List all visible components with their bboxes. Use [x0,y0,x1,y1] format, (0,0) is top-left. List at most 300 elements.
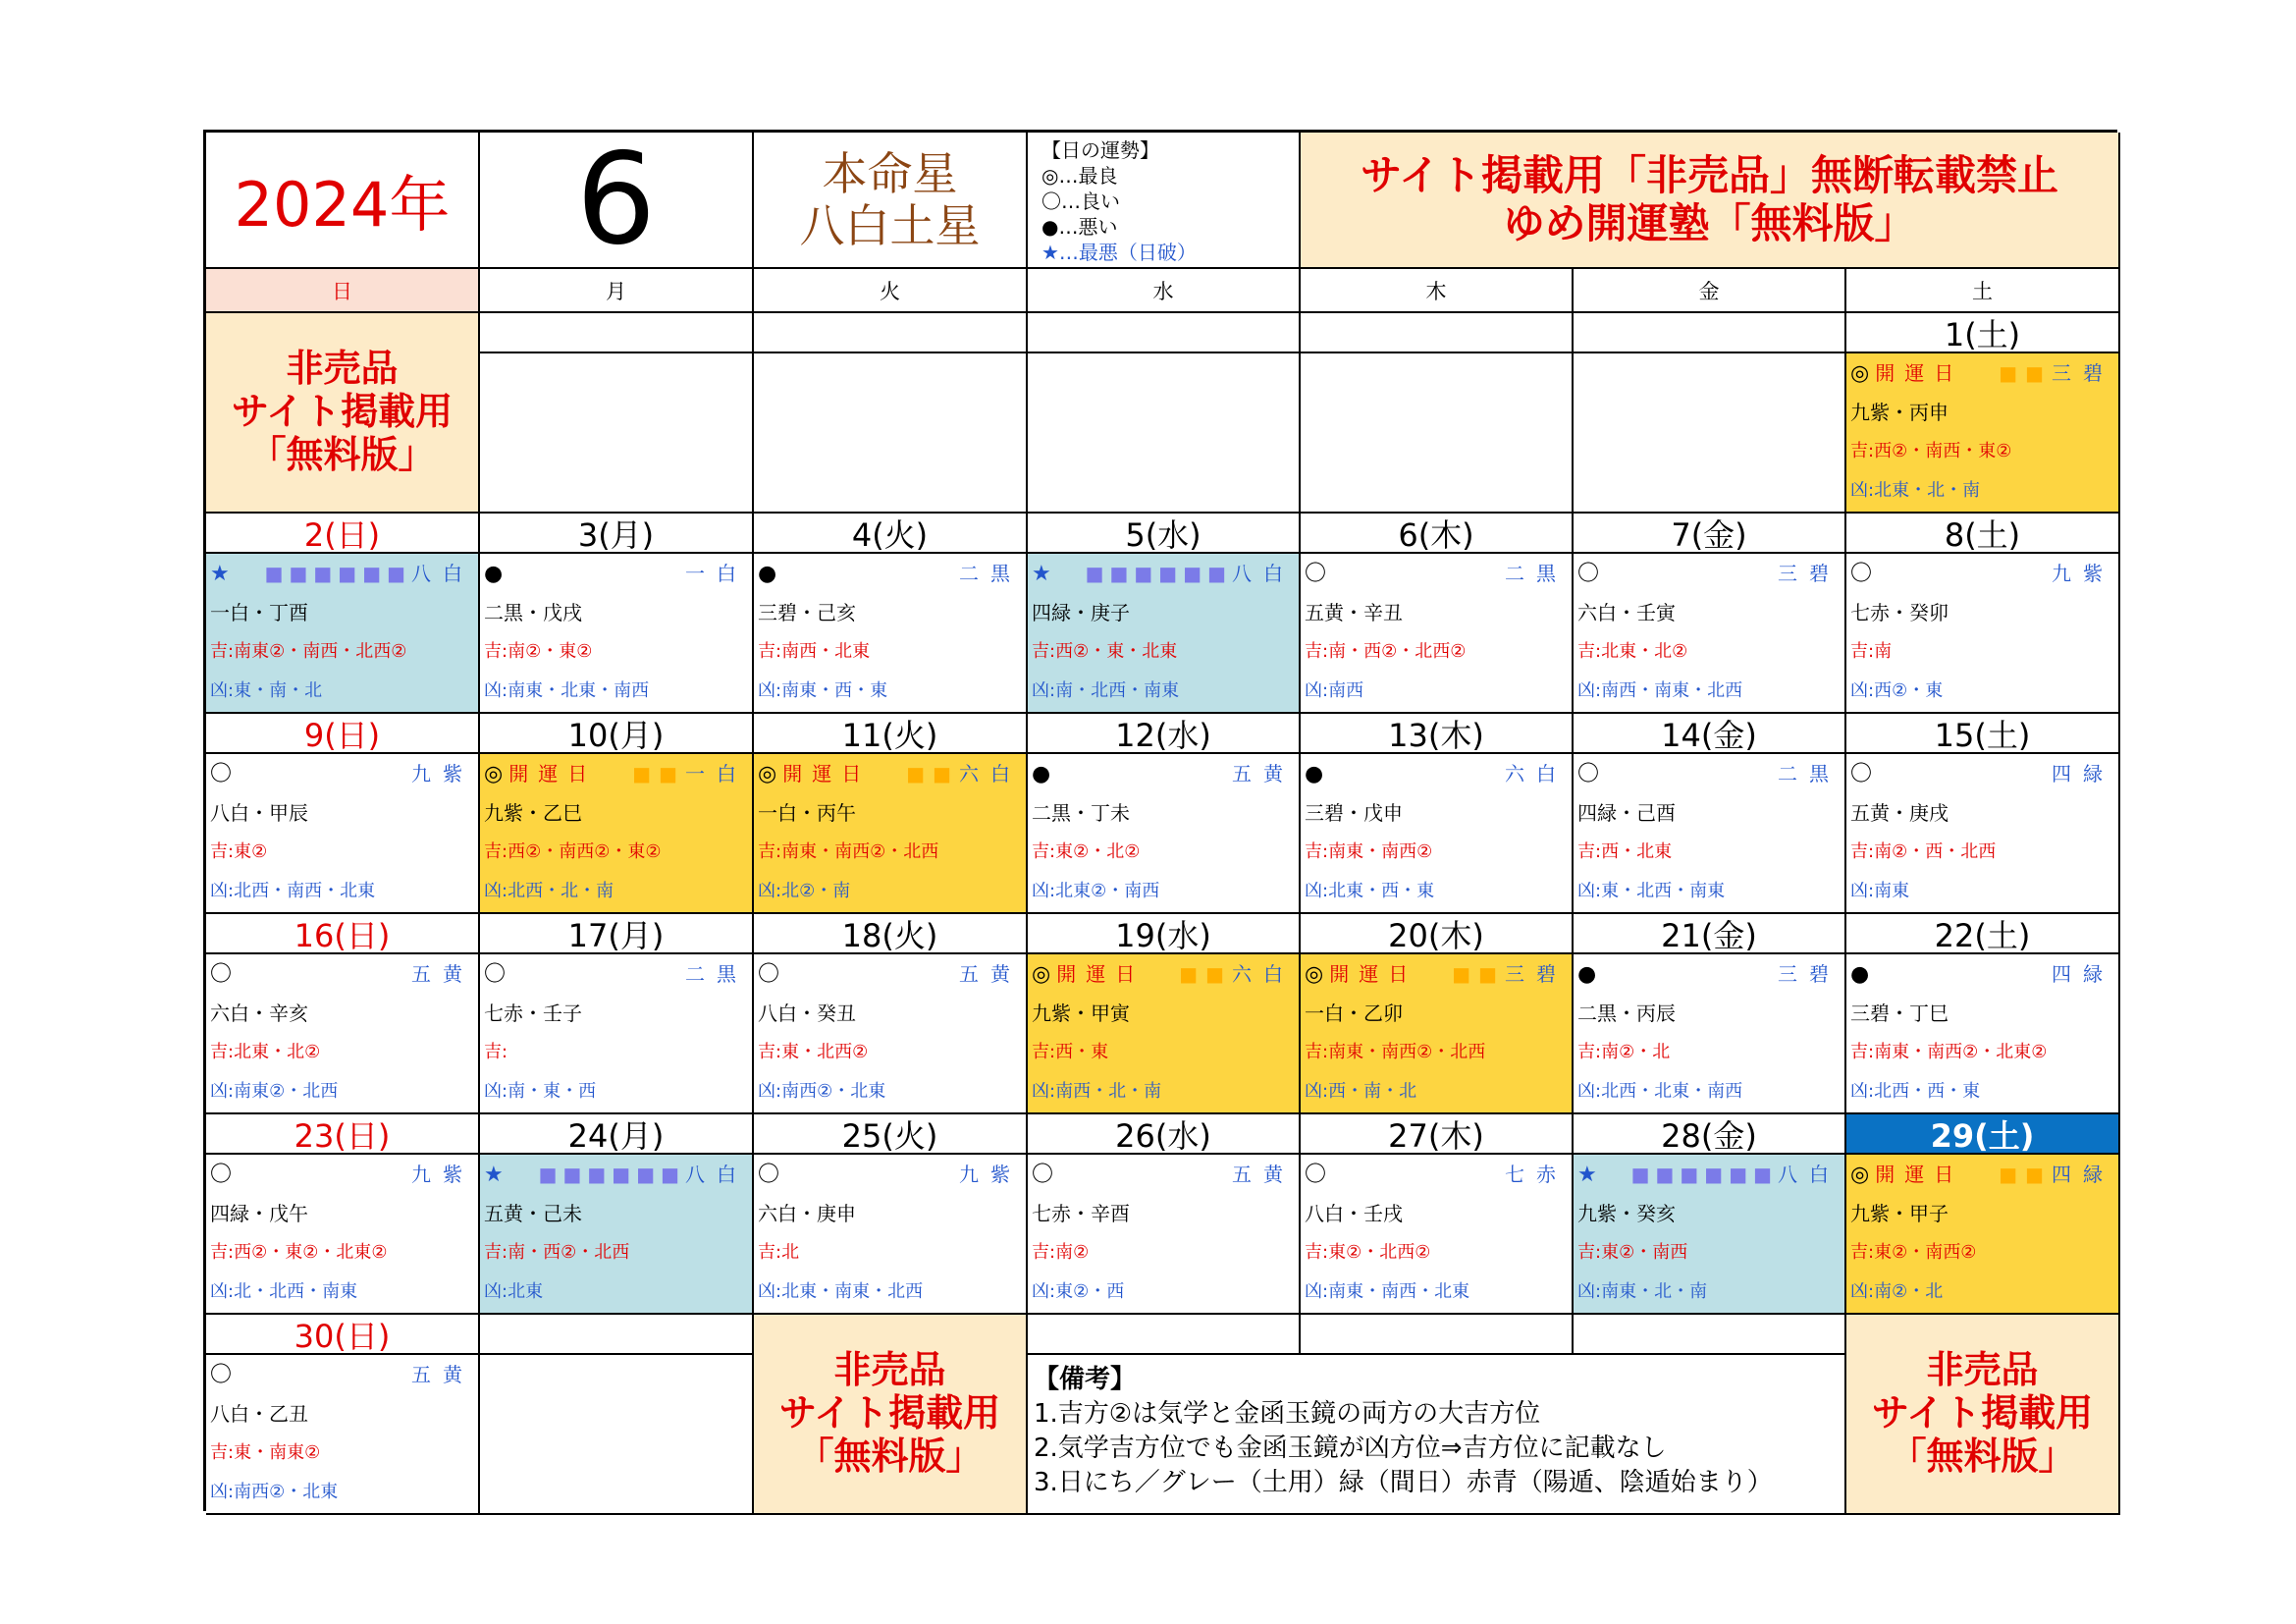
day-star: 五黄 [1232,1163,1295,1186]
empty-date-cell [754,313,1028,353]
fortune-row [758,754,1022,793]
unlucky-directions: 凶:東・南・北 [210,680,323,701]
lucky-directions: 吉:西②・南西②・東② [484,841,662,862]
fortune-row [1577,1155,1841,1194]
empty-day-cell [1574,353,1846,514]
fortune-row [1032,554,1295,593]
day-star: 九紫 [411,1163,474,1186]
fortune-symbol: 〇 [210,1163,233,1187]
fortune-symbol: ★ [484,1163,504,1187]
lucky-directions: 吉:東・北西② [758,1042,869,1062]
side-notice-top [206,313,480,514]
day-star: 七赤 [1505,1163,1568,1186]
unlucky-directions: 凶:北東・北・南 [1850,480,1981,501]
day-cell [1574,754,1846,914]
fortune-symbol: ◎ [1032,962,1051,987]
date-cell: 9(日) [206,714,480,754]
fortune-symbol: 〇 [484,962,507,987]
day-star: 二黒 [685,962,748,986]
day-cell [1301,754,1574,914]
day-cell [754,754,1028,914]
fortune-row [484,554,748,593]
day-cell [206,954,480,1114]
lucky-directions: 吉:南西・北東 [758,641,871,662]
fortune-symbol: 〇 [758,962,780,987]
day-star: 三碧 [1778,962,1841,986]
lucky-directions: 吉: [484,1042,508,1062]
fortune-legend [1028,133,1301,269]
unlucky-directions: 凶:南東・北・南 [1577,1281,1708,1302]
fortune-row [758,1155,1022,1194]
day-kanshi: 二黒・戊戌 [484,601,582,624]
day-kanshi: 三碧・己亥 [758,601,856,624]
kaiun-label: 開運日 [508,762,598,785]
lucky-directions: 吉:西②・東②・北東② [210,1242,388,1263]
unlucky-directions: 凶:南西・北・南 [1032,1081,1162,1102]
lucky-directions: 吉:西・東 [1032,1042,1109,1062]
honmei-star [754,133,1028,269]
day-cell [1846,954,2120,1114]
day-cell [1846,754,2120,914]
fortune-symbol: ● [1032,762,1051,786]
lucky-directions: 吉:南東・南西②・北東② [1850,1042,2048,1062]
lucky-directions: 吉:南東・南西②・北西 [1305,1042,1486,1062]
day-star: 六白 [1232,962,1295,986]
fortune-symbol: 〇 [210,762,233,786]
date-cell: 17(月) [480,914,754,954]
unlucky-directions: 凶:南東・北東・南西 [484,680,650,701]
day-star: 八白 [1778,1163,1841,1186]
day-cell [1028,1155,1301,1315]
date-cell: 20(木) [1301,914,1574,954]
day-kanshi: 四緑・戊午 [210,1202,308,1225]
lucky-directions: 吉:北 [758,1242,800,1263]
fortune-symbol: ● [1305,762,1324,786]
calendar-grid [203,130,2117,1511]
day-kanshi: 八白・甲辰 [210,801,308,825]
day-star: 九紫 [2052,562,2114,585]
empty-date-cell [1301,1315,1574,1355]
unlucky-directions: 凶:南西・南東・北西 [1577,680,1743,701]
fortune-symbol: ◎ [758,762,777,786]
day-kanshi: 一白・乙卯 [1305,1001,1403,1025]
fortune-row [1305,954,1568,994]
day-star: 二黒 [1778,762,1841,785]
empty-date-cell [480,313,754,353]
remarks-line-1: 1.吉方②は気学と金函玉鏡の両方の大吉方位 [1034,1399,1541,1429]
day-kanshi: 九紫・癸亥 [1577,1202,1676,1225]
fortune-symbol: 〇 [1577,762,1600,786]
day-cell [1301,954,1574,1114]
date-cell: 2(日) [206,514,480,554]
fortune-row [758,954,1022,994]
day-kanshi: 九紫・甲寅 [1032,1001,1130,1025]
day-cell [1301,1155,1574,1315]
square-markers: ■■■■■■ [1085,562,1232,585]
weekday-thu: 木 [1301,269,1574,313]
day-star: 八白 [1232,562,1295,585]
fortune-symbol: ◎ [1305,962,1324,987]
day-star: 四緑 [2052,962,2114,986]
day-cell [480,554,754,714]
fortune-row [210,554,474,593]
day-star: 三碧 [1778,562,1841,585]
fortune-row [1577,954,1841,994]
fortune-row [210,1155,474,1194]
day-kanshi: 一白・丁酉 [210,601,308,624]
day-star: 四緑 [2052,762,2114,785]
day-star: 六白 [959,762,1022,785]
fortune-symbol: ◎ [1850,1163,1870,1187]
fortune-symbol: 〇 [1850,562,1873,586]
unlucky-directions: 凶:南東②・北西 [210,1081,339,1102]
date-cell: 18(火) [754,914,1028,954]
weekday-tue: 火 [754,269,1028,313]
side-notice-line-1: 非売品 [286,347,399,391]
side-notice-line-2: サイト掲載用 [231,390,454,434]
date-cell: 12(水) [1028,714,1301,754]
unlucky-directions: 凶:西②・東 [1850,680,1944,701]
fortune-symbol: 〇 [1305,1163,1327,1187]
weekday-fri: 金 [1574,269,1846,313]
day-cell [206,1355,480,1515]
fortune-symbol: ● [758,562,777,586]
day-cell [754,1155,1028,1315]
remarks-title: 【備考】 [1034,1365,1137,1394]
unlucky-directions: 凶:南西②・北東 [758,1081,886,1102]
lucky-directions: 吉:東②・南西② [1850,1242,1977,1263]
weekday-wed: 水 [1028,269,1301,313]
square-markers: ■■■■■■ [1630,1163,1778,1186]
side-notice-line-3: 「無料版」 [796,1434,984,1478]
day-kanshi: 八白・壬戌 [1305,1202,1403,1225]
fortune-symbol: 〇 [1305,562,1327,586]
day-star: 五黄 [959,962,1022,986]
empty-day-cell [754,353,1028,514]
unlucky-directions: 凶:北東・南東・北西 [758,1281,924,1302]
weekday-sat: 土 [1846,269,2120,313]
unlucky-directions: 凶:北②・南 [758,881,851,901]
side-notice-line-1: 非売品 [833,1348,946,1392]
empty-day-cell [480,353,754,514]
date-cell: 30(日) [206,1315,480,1355]
day-star: 一白 [685,562,748,585]
lucky-directions: 吉:東②・南西 [1577,1242,1688,1263]
date-cell: 15(土) [1846,714,2120,754]
lucky-directions: 吉:南・西②・北西 [484,1242,630,1263]
date-cell: 6(木) [1301,514,1574,554]
fortune-row [1032,754,1295,793]
day-cell [1028,954,1301,1114]
side-notice-line-1: 非売品 [1926,1348,2039,1392]
day-star: 八白 [685,1163,748,1186]
unlucky-directions: 凶:北東 [484,1281,544,1302]
fortune-row [1305,1155,1568,1194]
fortune-row [1850,1155,2114,1194]
empty-date-cell [1574,313,1846,353]
lucky-directions: 吉:東②・北西② [1305,1242,1431,1263]
day-kanshi: 八白・乙丑 [210,1402,308,1426]
empty-date-cell [1028,1315,1301,1355]
day-star: 九紫 [411,762,474,785]
day-cell [754,954,1028,1114]
unlucky-directions: 凶:北西・北東・南西 [1577,1081,1743,1102]
day-kanshi: 五黄・辛丑 [1305,601,1403,624]
lucky-directions: 吉:南・西②・北西② [1305,641,1467,662]
lucky-directions: 吉:南②・東② [484,641,593,662]
remarks-line-2: 2.気学吉方位でも金函玉鏡が凶方位⇒吉方位に記載なし [1034,1434,1667,1463]
day-star: 三碧 [2052,361,2114,385]
fortune-row [1305,754,1568,793]
day-kanshi: 七赤・辛酉 [1032,1202,1130,1225]
day-kanshi: 七赤・癸卯 [1850,601,1949,624]
empty-date-cell [1574,1315,1846,1355]
empty-day-cell [1301,353,1574,514]
date-cell: 28(金) [1574,1114,1846,1155]
day-kanshi: 八白・癸丑 [758,1001,856,1025]
empty-date-cell [1028,313,1301,353]
fortune-row [484,1155,748,1194]
side-notice-line-2: サイト掲載用 [1871,1391,2094,1435]
square-markers: ■■ [1999,1163,2052,1186]
unlucky-directions: 凶:南東 [1850,881,1910,901]
day-cell [206,1155,480,1315]
day-kanshi: 三碧・丁巳 [1850,1001,1949,1025]
day-kanshi: 一白・丙午 [758,801,856,825]
fortune-symbol: ● [1577,962,1597,987]
lucky-directions: 吉:南東・南西② [1305,841,1433,862]
date-cell: 1(土) [1846,313,2120,353]
square-markers: ■■ [1179,962,1232,986]
fortune-symbol: 〇 [210,962,233,987]
fortune-row [484,954,748,994]
month-number: 6 [480,133,754,269]
unlucky-directions: 凶:南東・南西・北東 [1305,1281,1470,1302]
date-cell: 23(日) [206,1114,480,1155]
fortune-row [210,754,474,793]
legend-bad: ●…悪い [1041,215,1118,239]
date-cell: 8(土) [1846,514,2120,554]
lucky-directions: 吉:西②・南西・東② [1850,441,2012,461]
square-markers: ■■ [1999,361,2052,385]
fortune-row [484,754,748,793]
day-star: 一白 [685,762,748,785]
notice-line-1: サイト掲載用「非売品」無断転載禁止 [1360,151,2059,200]
date-cell: 24(月) [480,1114,754,1155]
day-star: 八白 [411,562,474,585]
fortune-row [1577,754,1841,793]
unlucky-directions: 凶:東・北西・南東 [1577,881,1726,901]
date-cell: 13(木) [1301,714,1574,754]
unlucky-directions: 凶:北東・西・東 [1305,881,1435,901]
empty-day-cell [480,1355,754,1515]
date-cell-highlighted: 29(土) [1846,1114,2120,1155]
fortune-row [758,554,1022,593]
side-notice-line-2: サイト掲載用 [778,1391,1001,1435]
date-cell: 11(火) [754,714,1028,754]
date-cell: 21(金) [1574,914,1846,954]
unlucky-directions: 凶:南・東・西 [484,1081,597,1102]
day-kanshi: 四緑・庚子 [1032,601,1130,624]
fortune-symbol: ★ [1577,1163,1597,1187]
fortune-symbol: ◎ [1850,361,1870,386]
remarks-box [1028,1355,1846,1515]
day-cell [480,954,754,1114]
remarks-line-3: 3.日にち／グレー（土用）緑（間日）赤青（陽遁、陰遁始まり） [1034,1468,1773,1497]
unlucky-directions: 凶:南②・北 [1850,1281,1944,1302]
square-markers: ■■ [632,762,685,785]
day-star: 五黄 [411,962,474,986]
day-star: 四緑 [2052,1163,2114,1186]
kaiun-label: 開運日 [1056,962,1146,986]
day-cell [754,554,1028,714]
fortune-row [1850,954,2114,994]
date-cell: 19(水) [1028,914,1301,954]
lucky-directions: 吉:東・南東② [210,1442,321,1463]
legend-title: 【日の運勢】 [1041,138,1159,162]
fortune-row [210,954,474,994]
day-star: 三碧 [1505,962,1568,986]
day-star: 二黒 [1505,562,1568,585]
lucky-directions: 吉:西②・東・北東 [1032,641,1178,662]
date-cell: 22(土) [1846,914,2120,954]
unlucky-directions: 凶:北東②・南西 [1032,881,1160,901]
unlucky-directions: 凶:南・北西・南東 [1032,680,1180,701]
notice-line-2: ゆめ開運塾「無料版」 [1503,198,1916,247]
day-cell [1301,554,1574,714]
year-label: 2024年 [206,133,480,269]
day-cell [480,1155,754,1315]
date-cell: 10(月) [480,714,754,754]
lucky-directions: 吉:南東・南西②・北西 [758,841,939,862]
fortune-row [210,1355,474,1394]
legend-good: 〇…良い [1041,189,1120,213]
weekday-mon: 月 [480,269,754,313]
fortune-row [1577,554,1841,593]
day-star: 五黄 [1232,762,1295,785]
fortune-row [1032,1155,1295,1194]
day-kanshi: 七赤・壬子 [484,1001,582,1025]
day-cell [1574,554,1846,714]
weekday-sun: 日 [206,269,480,313]
unlucky-directions: 凶:北西・北・南 [484,881,614,901]
unlucky-directions: 凶:北西・南西・北東 [210,881,376,901]
lucky-directions: 吉:東② [210,841,268,862]
fortune-symbol: 〇 [1032,1163,1054,1187]
square-markers: ■■ [906,762,959,785]
day-kanshi: 六白・庚申 [758,1202,856,1225]
day-kanshi: 五黄・己未 [484,1202,582,1225]
day-star: 六白 [1505,762,1568,785]
lucky-directions: 吉:南東②・南西・北西② [210,641,407,662]
lucky-directions: 吉:北東・北② [1577,641,1688,662]
honmei-value: 八白土星 [799,198,981,252]
unlucky-directions: 凶:北西・西・東 [1850,1081,1981,1102]
fortune-symbol: 〇 [758,1163,780,1187]
date-cell: 7(金) [1574,514,1846,554]
lucky-directions: 吉:南 [1850,641,1893,662]
kaiun-label: 開運日 [1875,361,1964,385]
day-star: 五黄 [411,1363,474,1386]
day-cell [1846,353,2120,514]
day-cell [1574,1155,1846,1315]
fortune-symbol: ◎ [484,762,504,786]
fortune-row [1850,754,2114,793]
day-star: 九紫 [959,1163,1022,1186]
lucky-directions: 吉:北東・北② [210,1042,321,1062]
day-kanshi: 四緑・己酉 [1577,801,1676,825]
day-cell [480,754,754,914]
empty-date-cell [1301,313,1574,353]
date-cell: 16(日) [206,914,480,954]
fortune-symbol: ● [1850,962,1870,987]
day-star: 二黒 [959,562,1022,585]
legend-worst: ★…最悪（日破） [1041,241,1197,264]
day-kanshi: 五黄・庚戌 [1850,801,1949,825]
day-cell [206,754,480,914]
square-markers: ■■■■■■ [264,562,411,585]
empty-date-cell [480,1315,754,1355]
date-cell: 27(木) [1301,1114,1574,1155]
unlucky-directions: 凶:南東・西・東 [758,680,888,701]
date-cell: 4(火) [754,514,1028,554]
unlucky-directions: 凶:北・北西・南東 [210,1281,358,1302]
side-notice-line-3: 「無料版」 [248,432,436,476]
square-markers: ■■■■■■ [538,1163,685,1186]
day-cell [206,554,480,714]
day-kanshi: 九紫・丙申 [1850,401,1949,424]
unlucky-directions: 凶:東②・西 [1032,1281,1125,1302]
lucky-directions: 吉:南②・西・北西 [1850,841,1997,862]
day-cell [1846,1155,2120,1315]
date-cell: 5(水) [1028,514,1301,554]
kaiun-label: 開運日 [1875,1163,1964,1186]
day-cell [1028,554,1301,714]
lucky-directions: 吉:南②・北 [1577,1042,1671,1062]
date-cell: 25(火) [754,1114,1028,1155]
fortune-row [1850,554,2114,593]
fortune-symbol: 〇 [1850,762,1873,786]
fortune-symbol: ★ [210,562,230,586]
day-kanshi: 六白・壬寅 [1577,601,1676,624]
day-cell [1028,754,1301,914]
copyright-notice [1301,133,2120,269]
lucky-directions: 吉:東②・北② [1032,841,1141,862]
fortune-symbol: ● [484,562,504,586]
day-kanshi: 二黒・丙辰 [1577,1001,1676,1025]
side-notice-bottom-left [754,1315,1028,1515]
fortune-symbol: 〇 [1577,562,1600,586]
fortune-row [1305,554,1568,593]
legend-best: ◎…最良 [1041,164,1118,188]
date-cell: 26(水) [1028,1114,1301,1155]
day-cell [1846,554,2120,714]
side-notice-bottom-right [1846,1315,2120,1515]
side-notice-line-3: 「無料版」 [1889,1434,2076,1478]
square-markers: ■■ [1452,962,1505,986]
unlucky-directions: 凶:南西②・北東 [210,1482,339,1502]
unlucky-directions: 凶:南西 [1305,680,1364,701]
kaiun-label: 開運日 [1329,962,1418,986]
day-kanshi: 九紫・乙巳 [484,801,582,825]
day-kanshi: 二黒・丁未 [1032,801,1130,825]
date-cell: 3(月) [480,514,754,554]
day-cell [1574,954,1846,1114]
fortune-row [1850,353,2114,393]
unlucky-directions: 凶:西・南・北 [1305,1081,1417,1102]
day-kanshi: 三碧・戊申 [1305,801,1403,825]
honmei-label: 本命星 [822,146,958,200]
